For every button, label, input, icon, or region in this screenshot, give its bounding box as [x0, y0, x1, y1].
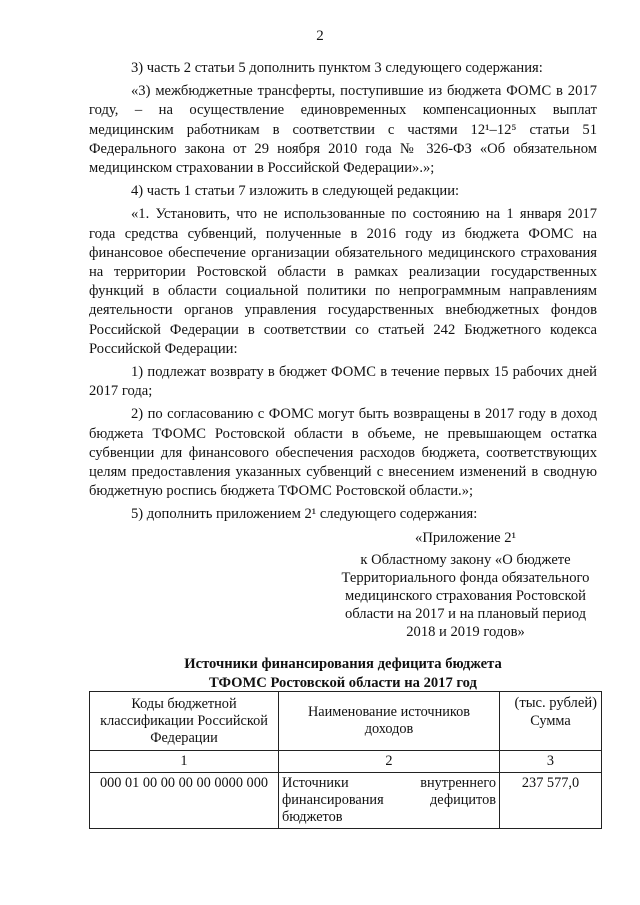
column-number: 2 — [279, 751, 500, 773]
paragraph: 2) по согласованию с ФОМС могут быть возвращены в 2017 году в доход бюджета ТФОМС Ростовской области в объеме, не превышающем остатка субвенции для финансового обеспечения расходов бюджета, соответствующих целям предоставления указанных субвенций с внесением изменений в сводную бюджетную роспись бюджета ТФОМС Ростовской области.»; — [89, 406, 597, 500]
paragraph: 4) часть 1 статьи 7 изложить в следующей редакции: — [131, 183, 460, 200]
header-sum: Сумма — [500, 692, 602, 751]
appendix-heading — [334, 529, 597, 641]
paragraph: 3) часть 2 статьи 5 дополнить пунктом 3 следующего содержания: — [131, 60, 543, 76]
table-title-line: ТФОМС Ростовской области на 2017 год — [209, 674, 477, 691]
column-number: 1 — [90, 751, 279, 773]
table-title — [89, 655, 597, 693]
table-title-line: Источники финансирования дефицита бюджета — [184, 655, 502, 672]
appendix-title: «Приложение 2¹ — [415, 529, 516, 546]
cell-code: 000 01 00 00 00 00 0000 000 — [90, 773, 279, 829]
column-number: 3 — [500, 751, 602, 773]
units-note: (тыс. рублей) — [514, 694, 597, 711]
paragraph: 1) подлежат возврату в бюджет ФОМС в течение первых 15 рабочих дней 2017 года; — [89, 364, 597, 400]
header-codes: Коды бюджетной классификации Российской Федерации — [90, 692, 279, 751]
header-name: Наименование источников доходов — [279, 692, 500, 751]
table-header-row — [90, 692, 602, 751]
financing-sources-table — [89, 691, 602, 829]
table-row — [90, 773, 602, 829]
appendix-text: к Областному закону «О бюджете Территориального фонда обязательного медицинского страхования Ростовской области на 2017 и на плановый период 2018 и 2019 годов» — [341, 551, 590, 640]
paragraph: «1. Установить, что не использованные по состоянию на 1 января 2017 года средства субвенций, полученные в 2016 году из бюджета ФОМС на финансовое обеспечение организации обязательного медицинского страхования на территории Ростовской области в рамках реализации государственных функций в области социальной политики по непрограммным направлениям деятельности органов управления государственных внебюджетных фондов Российской Федерации в соответствии со статьей 242 Бюджетного кодекса Российской Федерации: — [89, 206, 597, 357]
cell-sum: 237 577,0 — [500, 773, 602, 829]
cell-name: Источники внутреннего финансирования дефицитов бюджетов — [279, 773, 500, 829]
page-number: 2 — [316, 28, 324, 44]
paragraph: 5) дополнить приложением 2¹ следующего содержания: — [131, 506, 478, 523]
column-number-row — [90, 751, 602, 773]
document-body — [89, 59, 597, 713]
paragraph: «3) межбюджетные трансферты, поступившие из бюджета ФОМС в 2017 году, – на осуществление единовременных компенсационных выплат медицинским работникам в соответствии с частями 12¹–12⁵ статьи 51 Федерального закона от 29 ноября 2010 года № 326-ФЗ «Об обязательном медицинском страховании в Российской Федерации».»; — [89, 83, 597, 177]
